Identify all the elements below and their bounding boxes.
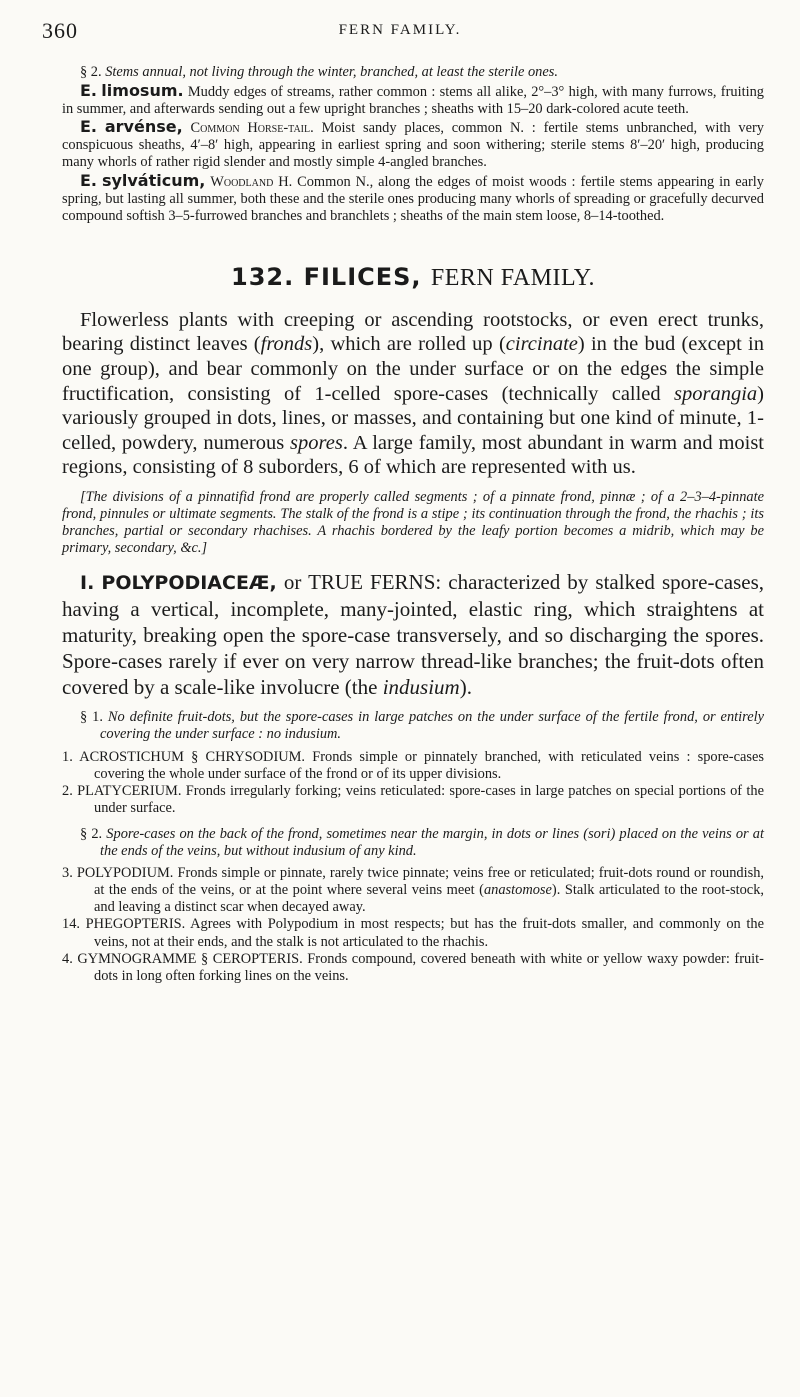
text-run: or TRUE FERNS: characterized by stalked spore-cases, having a vertical, incomplete, many-jointed, elastic ring, which straightens at maturity, breaking open the spore-case transversely, and so discharging the spores. Spore-cases rarely if ever on very narrow thread-like branches; the fruit-dots often covered by a scale-like involucre (the bbox=[62, 570, 765, 700]
genus-description: Agrees with Polypodium in most respects; but has the fruit-dots smaller, and commonly on the veins, not at their ends, and the stalk is not articulated to the rhachis. bbox=[94, 916, 764, 950]
subsection-number: § 2. bbox=[80, 825, 103, 842]
text-run: ) in the bud (except in one group), and bear commonly on the under surface or on the edges the simple fructification, consisting of 1-celled spore-cases (technically called bbox=[62, 333, 764, 405]
species-description: Moist sandy places, common N. : fertile stems unbranched, with very conspicuous sheaths, 4′–8′ high, appearing in earliest spring and soon withering; sterile stems 8′–20′ high, producing many whorls of rather rigid slender and mostly simple 4-angled branches. bbox=[62, 120, 764, 171]
genus-name: PHEGOPTERIS. bbox=[85, 916, 186, 933]
text-run: ). bbox=[459, 675, 472, 700]
genus-number: 14. bbox=[62, 916, 80, 933]
species-entry bbox=[62, 118, 764, 171]
genus-number: 2. bbox=[62, 782, 73, 799]
genus-description: Fronds irregularly forking; veins reticulated: spore-cases in large patches on special portions of the under surface. bbox=[94, 782, 764, 816]
species-name: arvénse, bbox=[104, 117, 183, 137]
term-sporangia: sporangia bbox=[674, 382, 758, 405]
genus-section: § CHRYSODIUM. bbox=[191, 748, 306, 765]
suborder-title: POLYPODIACEÆ, bbox=[101, 572, 277, 595]
text-column bbox=[62, 64, 764, 985]
family-description bbox=[62, 308, 764, 480]
genus-entry bbox=[62, 783, 764, 817]
genus-abbr: E. bbox=[80, 81, 98, 101]
genus-name: POLYPODIUM. bbox=[76, 865, 174, 882]
genus-name: ACROSTICHUM bbox=[79, 748, 184, 765]
note-text: [The divisions of a pinnatifid frond are properly called segments ; of a pinnate frond, pinnæ ; of a 2–3–4-pinnate frond, pinnules or ultimate segments. The stalk of the frond is a stipe ; its continuation through the frond, the rhachis ; its branches, partial or secondary rhachises. A rhachis bordered by the leafy portion becomes a midrib, which may be primary, secondary, &c.] bbox=[62, 489, 764, 557]
genus-abbr: E. bbox=[80, 170, 98, 190]
genus-name: PLATYCERIUM. bbox=[77, 782, 182, 799]
genus-entry bbox=[62, 865, 764, 916]
term-fronds: fronds bbox=[260, 333, 313, 356]
running-title: FERN FAMILY. bbox=[338, 22, 462, 38]
genus-description: Fronds simple or pinnate, rarely twice pinnate; veins free or reticulated; fruit-dots round or roundish, at the ends of the veins, or at the point where several veins meet ( bbox=[94, 865, 765, 899]
species-entry bbox=[62, 172, 764, 225]
genus-name: GYMNOGRAMME bbox=[77, 950, 197, 967]
text-run: ), which are rolled up ( bbox=[312, 333, 506, 356]
genus-section: § CEROPTERIS. bbox=[201, 950, 303, 967]
subsection-heading bbox=[62, 826, 764, 860]
species-description: Muddy edges of streams, rather common : stems all alike, 2°–3° high, with many furrows, fruiting in summer, and afterwards sending out a few upright branches ; sheaths with 15–20 dark-colored acute teeth. bbox=[62, 84, 764, 118]
term-spores: spores bbox=[290, 431, 343, 454]
subsection-heading bbox=[62, 709, 764, 743]
genus-entry bbox=[62, 916, 764, 950]
term-anastomose: anastomose bbox=[483, 882, 552, 899]
section-heading bbox=[62, 64, 764, 81]
genus-entry bbox=[62, 749, 764, 783]
species-entry bbox=[62, 82, 764, 118]
subsection-number: § 1. bbox=[80, 709, 103, 726]
suborder-heading bbox=[62, 569, 764, 700]
subsection-title: Spore-cases on the back of the frond, sometimes near the margin, in dots or lines (sori) placed on the veins or at the ends of the veins, but without indusium of any kind. bbox=[100, 825, 764, 860]
species-description: Common N., along the edges of moist woods : fertile stems appearing in early spring, but lasting all summer, both these and the sterile ones producing many whorls of spreading or gracefully decurved compound softish 3–5-furrowed branches and branchlets ; sheaths of the main stem loose, 8–14-toothed. bbox=[62, 173, 764, 224]
genus-description-end: ). Stalk articulated to the root-stock, and leaving a distinct scar when decayed away. bbox=[94, 882, 764, 916]
species-name: sylváticum, bbox=[101, 170, 206, 190]
suborder-number: I. bbox=[80, 572, 95, 595]
family-number: 132. bbox=[231, 262, 295, 291]
term-circinate: circinate bbox=[505, 333, 578, 356]
genus-abbr: E. bbox=[80, 117, 98, 137]
subsection-title: No definite fruit-dots, but the spore-cases in large patches on the under surface of the fertile frond, or entirely covering the under surface : no indusium. bbox=[100, 709, 764, 743]
page-number: 360 bbox=[42, 18, 78, 43]
genus-number: 3. bbox=[62, 865, 73, 882]
genus-number: 1. bbox=[62, 748, 73, 765]
text-run: ) variously grouped in dots, lines, or masses, and containing but one kind of minute, 1-celled, powdery, numerous bbox=[62, 382, 764, 454]
genus-description: Fronds compound, covered beneath with white or yellow waxy powder: fruit-dots in long often forking lines on the veins. bbox=[94, 950, 764, 984]
common-name: Woodland H. bbox=[210, 173, 293, 190]
genus-description: Fronds simple or pinnately branched, with reticulated veins : spore-cases covering the whole under surface of the frond or of its upper divisions. bbox=[94, 748, 764, 782]
terminology-note bbox=[62, 489, 764, 557]
genus-number: 4. bbox=[62, 950, 73, 967]
species-name: limosum. bbox=[101, 81, 184, 101]
text-run: . A large family, most abundant in warm and moist regions, consisting of 8 suborders, 6 of which are represented with us. bbox=[62, 431, 765, 479]
text-run: Flowerless plants with creeping or ascending rootstocks, or even erect trunks, bearing distinct leaves ( bbox=[62, 308, 764, 356]
family-name: FILICES, bbox=[303, 262, 422, 291]
family-english-name: FERN FAMILY. bbox=[430, 264, 595, 291]
term-indusium: indusium bbox=[382, 675, 460, 700]
common-name: Common Horse-tail. bbox=[190, 120, 314, 137]
section-number: § 2. bbox=[80, 64, 102, 80]
section-title: Stems annual, not living through the winter, branched, at least the sterile ones. bbox=[105, 64, 558, 80]
family-heading bbox=[62, 263, 764, 292]
genus-entry bbox=[62, 951, 764, 985]
page-header bbox=[0, 6, 800, 46]
